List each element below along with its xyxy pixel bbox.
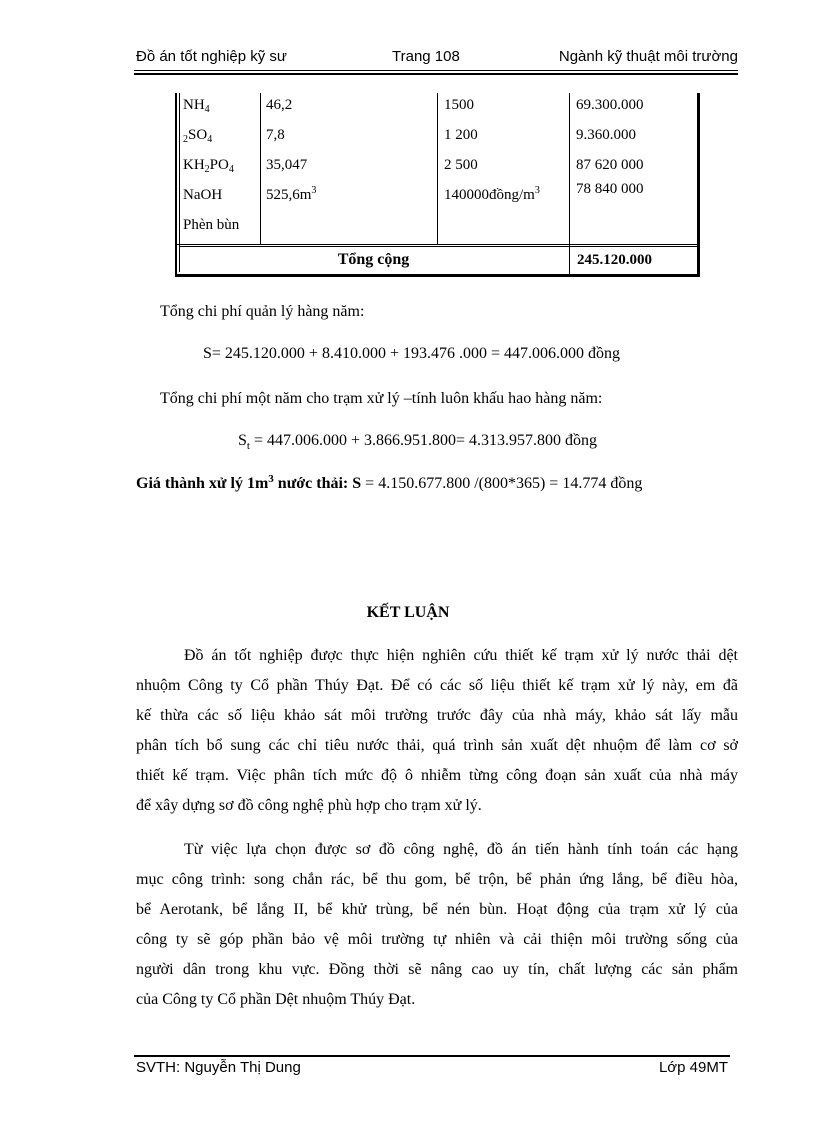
paragraph-line: phân tích bổ sung các chỉ tiêu nước thải, quá trình sản xuất dệt nhuộm để làm cơ sở [136, 737, 738, 754]
table-cell-chemical: $NH_4$ [183, 97, 210, 115]
paragraph-line: của Công ty Cổ phần Dệt nhuộm Thúy Đạt. [136, 991, 416, 1008]
paragraph-line: Đồ án tốt nghiệp được thực hiện nghiên cứu thiết kế trạm xử lý nước thải dệt [184, 647, 738, 664]
paragraph-line: Từ việc lựa chọn được sơ đồ công nghệ, đồ án tiến hành tính toán các hạng [184, 841, 738, 858]
table-cell-cost: 69.300.000 [576, 97, 644, 113]
table-total-value: 245.120.000 [577, 252, 652, 268]
conclusion-title: KẾT LUẬN [366, 604, 450, 621]
table-total-label: Tổng cộng [337, 251, 410, 268]
conclusion-paragraph-2 [136, 835, 738, 1015]
table-cell-cost: 78 840 000 [576, 181, 644, 197]
formula-total-s: S= 245.120.000 + 8.410.000 + 193.476 .000 = 447.006.000 đồng [203, 345, 620, 362]
paragraph-line: mục công trình: song chắn rác, bể thu gom, bể trộn, bể phản ứng lắng, bể điều hòa, [136, 871, 738, 888]
paragraph-line: người dân trong khu vực. Đồng thời sẽ nâng cao uy tín, chất lượng các sản phẩm [136, 961, 738, 978]
paragraph-line: kế thừa các số liệu khảo sát môi trường trước đây của nhà máy, khảo sát lấy mẫu [136, 707, 738, 724]
table-cell-price: $140000đồng/m^3$ [444, 185, 540, 203]
header-left: Đồ án tốt nghiệp kỹ sư [136, 48, 287, 65]
formula-st: $S_t = 447.006.000 + 3.866.951.800= 4.313.957.800$ đồng [238, 432, 598, 452]
header-rule [134, 70, 738, 71]
annual-total-cost-label: Tổng chi phí một năm cho trạm xử lý –tính luôn khấu hao hàng năm: [160, 390, 603, 407]
table-cell-price: 2 500 [444, 157, 478, 173]
page-header [134, 48, 738, 68]
chemical-cost-table [175, 93, 700, 277]
table-cell-quantity: $525,6m^3$ [266, 185, 317, 203]
paragraph-line: để xây dựng sơ đồ công nghệ phù hợp cho trạm xử lý. [136, 797, 482, 814]
table-cell-quantity: 35,047 [266, 157, 308, 173]
paragraph-line: nhuộm Công ty Cổ phần Thúy Đạt. Để có các số liệu thiết kế trạm xử lý này, em đã [136, 677, 738, 694]
table-cell-quantity: 7,8 [266, 127, 285, 143]
table-cell-price: 1500 [444, 97, 474, 113]
header-page-number: Trang 108 [392, 48, 460, 65]
annual-management-cost-label: Tổng chi phí quản lý hàng năm: [160, 303, 365, 320]
table-cell-chemical: Phèn bùn [183, 217, 240, 233]
paragraph-line: thiết kế trạm. Việc phân tích mức độ ô nhiễm từng công đoạn sản xuất của nhà máy [136, 767, 738, 784]
paragraph-line: bể Aerotank, bể lắng II, bể khử trùng, bể nén bùn. Hoạt động của trạm xử lý của [136, 901, 738, 918]
conclusion-paragraph-1 [136, 641, 738, 821]
table-cell-cost: 87 620 000 [576, 157, 644, 173]
header-right: Ngành kỹ thuật môi trường [558, 48, 738, 65]
unit-treatment-cost: Giá thành xử lý $1m^3$ nước thải: S = 4.150.677.800 /(800*365) = 14.774 đồng [136, 473, 643, 492]
column-divider [437, 93, 438, 244]
column-divider [260, 93, 261, 244]
header-rule-thick [134, 73, 738, 75]
table-cell-chemical: NaOH [183, 187, 223, 203]
table-cell-chemical: $KH_2PO_4$ [183, 157, 234, 175]
table-cell-price: 1 200 [444, 127, 478, 143]
table-cell-quantity: 46,2 [266, 97, 293, 113]
footer-rule [134, 1055, 730, 1057]
paragraph-line: công ty sẽ góp phần bảo vệ môi trường tự nhiên và cải thiện môi trường sống của [136, 931, 738, 948]
footer-class: Lớp 49MT [658, 1059, 728, 1076]
table-cell-chemical: $_2SO_4$ [183, 127, 213, 145]
table-cell-cost: 9.360.000 [576, 127, 636, 143]
footer-student: SVTH: Nguyễn Thị Dung [136, 1059, 301, 1076]
